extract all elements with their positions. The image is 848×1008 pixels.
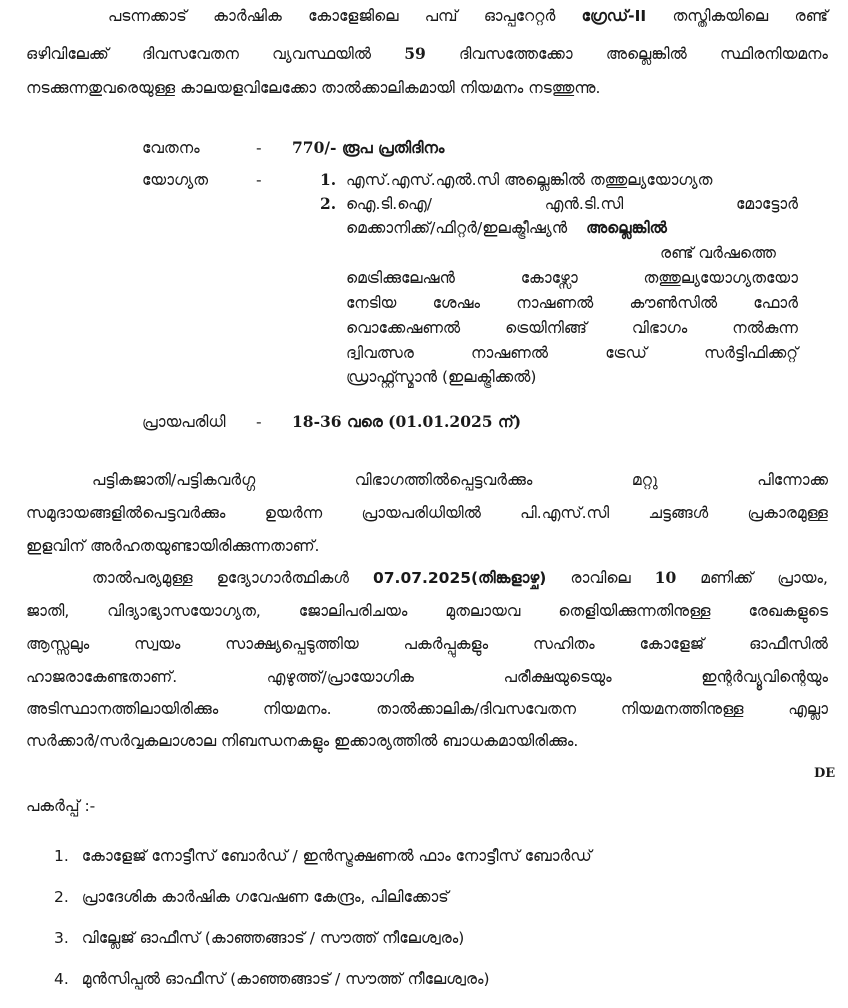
list-item (54, 846, 592, 866)
qualification-2-number: 2. (320, 194, 337, 213)
para-word: പട്ടികജാതി/പട്ടികവർഗ്ഗ (92, 471, 256, 489)
para-word: എഴുത്ത്/പ്രായോഗിക (266, 668, 414, 686)
qual-word: മെട്രിക്കുലേഷൻ (346, 269, 455, 287)
para-word: പ്രകാരമുള്ള (747, 504, 828, 522)
para-word: സാക്ഷ്യപ്പെടുത്തിയ (225, 635, 359, 653)
qual-word: മോട്ടോർ (736, 195, 798, 213)
qual-word: വൊക്കേഷണൽ (346, 319, 461, 337)
salary-dash: - (256, 139, 262, 157)
para-word: താൽക്കാലിക/ദിവസവേതന (376, 700, 577, 718)
para-word: പിന്നോക്ക (757, 471, 828, 489)
para2-line-2 (26, 503, 828, 523)
qualification-2-line-3: രണ്ട് വർഷത്തെ (660, 244, 776, 262)
age-limit-label: പ്രായപരിധി (142, 413, 226, 431)
para-word: തെളിയിക്കുന്നതിനുള്ള (558, 602, 711, 620)
qualification-2-line-1 (346, 194, 798, 214)
para-word: നിയമനം. (263, 700, 332, 718)
qual-trades: മെക്കാനിക്ക്/ഫിറ്റർ/ഇലക്ട്രീഷ്യൻ (346, 219, 568, 237)
qual-word: നാഷണൽ (471, 344, 549, 362)
para-word: പി.എസ്.സി (520, 504, 610, 522)
qualification-2-line-8: ഡ്രാഫ്റ്റ്സ്മാൻ (ഇലക്ട്രിക്കൽ) (346, 368, 537, 386)
para2-line-3: ഇളവിന് അർഹതയുണ്ടായിരിക്കുന്നതാണ്. (26, 537, 320, 555)
age-limit-text: 18-36 വരെ (01.01.2025 ന്) (292, 412, 522, 431)
intro-days-number: 59 (404, 44, 426, 63)
para-word: സ്വയം (134, 635, 181, 653)
qual-word: എൻ.ടി.സി (544, 195, 624, 213)
list-item (54, 928, 464, 948)
qual-word: നാഷണൽ (516, 294, 594, 312)
para-word: എല്ലാ (788, 700, 828, 718)
list-item (54, 969, 490, 989)
list-item-number: 3. (54, 929, 69, 947)
list-item-number: 1. (54, 847, 69, 865)
list-item (54, 887, 449, 907)
qualification-1-number: 1. (320, 170, 337, 189)
para2-line-1 (92, 470, 828, 490)
intro-word: സ്ഥിരനിയമനം (719, 45, 828, 63)
list-item-text: വില്ലേജ് ഓഫീസ് (കാഞ്ഞങ്ങാട് / സൗത്ത് നീലേശ്വരം) (81, 929, 465, 947)
para-word: ഉയർന്ന (264, 504, 323, 522)
para-word: സഹിതം (532, 635, 595, 653)
para-word: അടിസ്ഥാനത്തിലായിരിക്കും (26, 700, 219, 718)
qualification-2-line-5 (346, 293, 798, 313)
qual-word: വിഭാഗം (631, 319, 688, 337)
qual-word: തത്തുല്യയോഗ്യതയോ (643, 269, 798, 287)
qual-word: ട്രേഡ് (605, 344, 647, 362)
list-item-number: 4. (54, 970, 69, 988)
para-word: വിഭാഗത്തിൽപ്പെട്ടവർക്കും (354, 471, 533, 489)
intro-word: പമ്പ് (424, 7, 458, 25)
para-word: രാവിലെ (570, 569, 631, 587)
qualification-2-line-6 (346, 318, 798, 338)
intro-word: തസ്തികയിലെ (672, 7, 769, 25)
intro-line-2 (26, 44, 828, 64)
para-word: ഉദ്യോഗാർത്ഥികൾ (216, 569, 349, 587)
qual-word: സർട്ടിഫിക്കറ്റ് (704, 344, 798, 362)
qual-word: ട്രെയിനിങ്ങ് (505, 319, 587, 337)
intro-word: ദിവസവേതന (142, 45, 239, 63)
para-word: താൽപര്യമുള്ള (92, 569, 193, 587)
salary-value-text: 770/- രൂപ പ്രതിദിനം (292, 138, 445, 157)
qualification-1-text: എസ്.എസ്.എൽ.സി അല്ലെങ്കിൽ തത്തുല്യയോഗ്യത (346, 171, 713, 189)
qual-word: നൽകുന്ന (732, 319, 798, 337)
para-word: രേഖകളുടെ (748, 602, 828, 620)
para3-line-4 (26, 667, 828, 687)
para-word: ജാതി, (26, 602, 70, 620)
para-word: വിദ്യാഭ്യാസയോഗ്യത, (107, 602, 261, 620)
intro-word: വ്യവസ്ഥയിൽ (272, 45, 371, 63)
para-word: ആസ്സലും (26, 635, 90, 653)
intro-word: ഓപ്പറേറ്റർ (483, 7, 556, 25)
para-word: ഹാജരാകേണ്ടതാണ്. (26, 668, 178, 686)
interview-date: 07.07.2025(തിങ്കളാഴ്ച) (372, 569, 547, 587)
para3-line-3 (26, 634, 828, 654)
para3-line-1 (92, 568, 828, 588)
list-item-number: 2. (54, 888, 69, 906)
para-word: ഓഫീസിൽ (749, 635, 828, 653)
list-item-text: കോളേജ് നോട്ടീസ് ബോർഡ് / ഇൻസ്ട്രക്ഷണൽ ഫാം നോട്ടീസ് ബോർഡ് (81, 847, 592, 865)
intro-word: ഗ്രേഡ്-II (581, 7, 647, 25)
list-item-text: പ്രാദേശിക കാർഷിക ഗവേഷണ കേന്ദ്രം, പിലിക്കോട് (81, 888, 449, 906)
intro-word: കോളേജിലെ (308, 7, 399, 25)
qual-word: ദ്വിവത്സര (346, 344, 414, 362)
qual-word: ഫോർ (753, 294, 798, 312)
qualification-label: യോഗ്യത (142, 171, 209, 189)
para3-line-6: സർക്കാർ/സർവ്വകലാശാല നിബന്ധനകളും ഇക്കാര്യത്തിൽ ബാധകമായിരിക്കും. (26, 732, 579, 750)
qual-or-bold: അല്ലെങ്കിൽ (586, 219, 667, 237)
salary-value (292, 138, 444, 158)
qual-word: കൗൺസിൽ (629, 294, 718, 312)
para-word: പ്രായപരിധിയിൽ (361, 504, 481, 522)
salary-label: വേതനം (142, 139, 200, 157)
qualification-2-line-2 (346, 218, 667, 238)
para-word: ചട്ടങ്ങൾ (648, 504, 709, 522)
signature-initials: DE (814, 766, 836, 781)
intro-line-1 (108, 6, 828, 26)
qual-word: നേടിയ (346, 294, 397, 312)
intro-word: രണ്ട് (794, 7, 828, 25)
para-word: പ്രായം, (777, 569, 828, 587)
intro-word: അല്ലെങ്കിൽ (605, 45, 687, 63)
intro-word: ദിവസത്തേക്കോ (459, 45, 573, 63)
interview-hour: 10 (654, 568, 677, 587)
para-word: പരീക്ഷയുടെയും (503, 668, 612, 686)
para-word: മുതലായവ (445, 602, 521, 620)
qual-word: ശേഷം (432, 294, 481, 312)
qualification-2-line-4 (346, 268, 798, 288)
intro-word: ഒഴിവിലേക്ക് (26, 45, 109, 63)
intro-word: പടന്നക്കാട് (108, 7, 187, 25)
para-word: നിയമനത്തിനുള്ള (620, 700, 744, 718)
para-word: പകർപ്പുകളും (403, 635, 489, 653)
para3-line-5 (26, 699, 828, 719)
qual-word: കോഴ്സോ (520, 269, 578, 287)
age-limit-value (292, 412, 521, 432)
age-limit-dash: - (256, 413, 262, 431)
para-word: മറ്റു (631, 471, 658, 489)
list-item-text: മുൻസിപ്പൽ ഓഫീസ് (കാഞ്ഞങ്ങാട് / സൗത്ത് നീലേശ്വരം) (81, 970, 490, 988)
para-word: കോളേജ് (639, 635, 705, 653)
qual-word: ഐ.ടി.ഐ/ (346, 195, 432, 213)
para-word: ഇന്റർവ്യൂവിന്റെയും (701, 668, 828, 686)
para3-line-2 (26, 601, 828, 621)
para-word: സമുദായങ്ങളിൽപെട്ടവർക്കും (26, 504, 226, 522)
intro-line-3: നടക്കുന്നതുവരെയുള്ള കാലയളവിലേക്കോ താൽക്കാലികമായി നിയമനം നടത്തുന്നു. (26, 79, 601, 97)
para-word: ജോലിപരിചയം (298, 602, 408, 620)
copies-heading: പകർപ്പ് :- (26, 797, 96, 815)
qualification-dash: - (256, 171, 262, 189)
qualification-2-line-7 (346, 343, 798, 363)
para-word: മണിക്ക് (700, 569, 754, 587)
intro-word: കാർഷിക (213, 7, 282, 25)
